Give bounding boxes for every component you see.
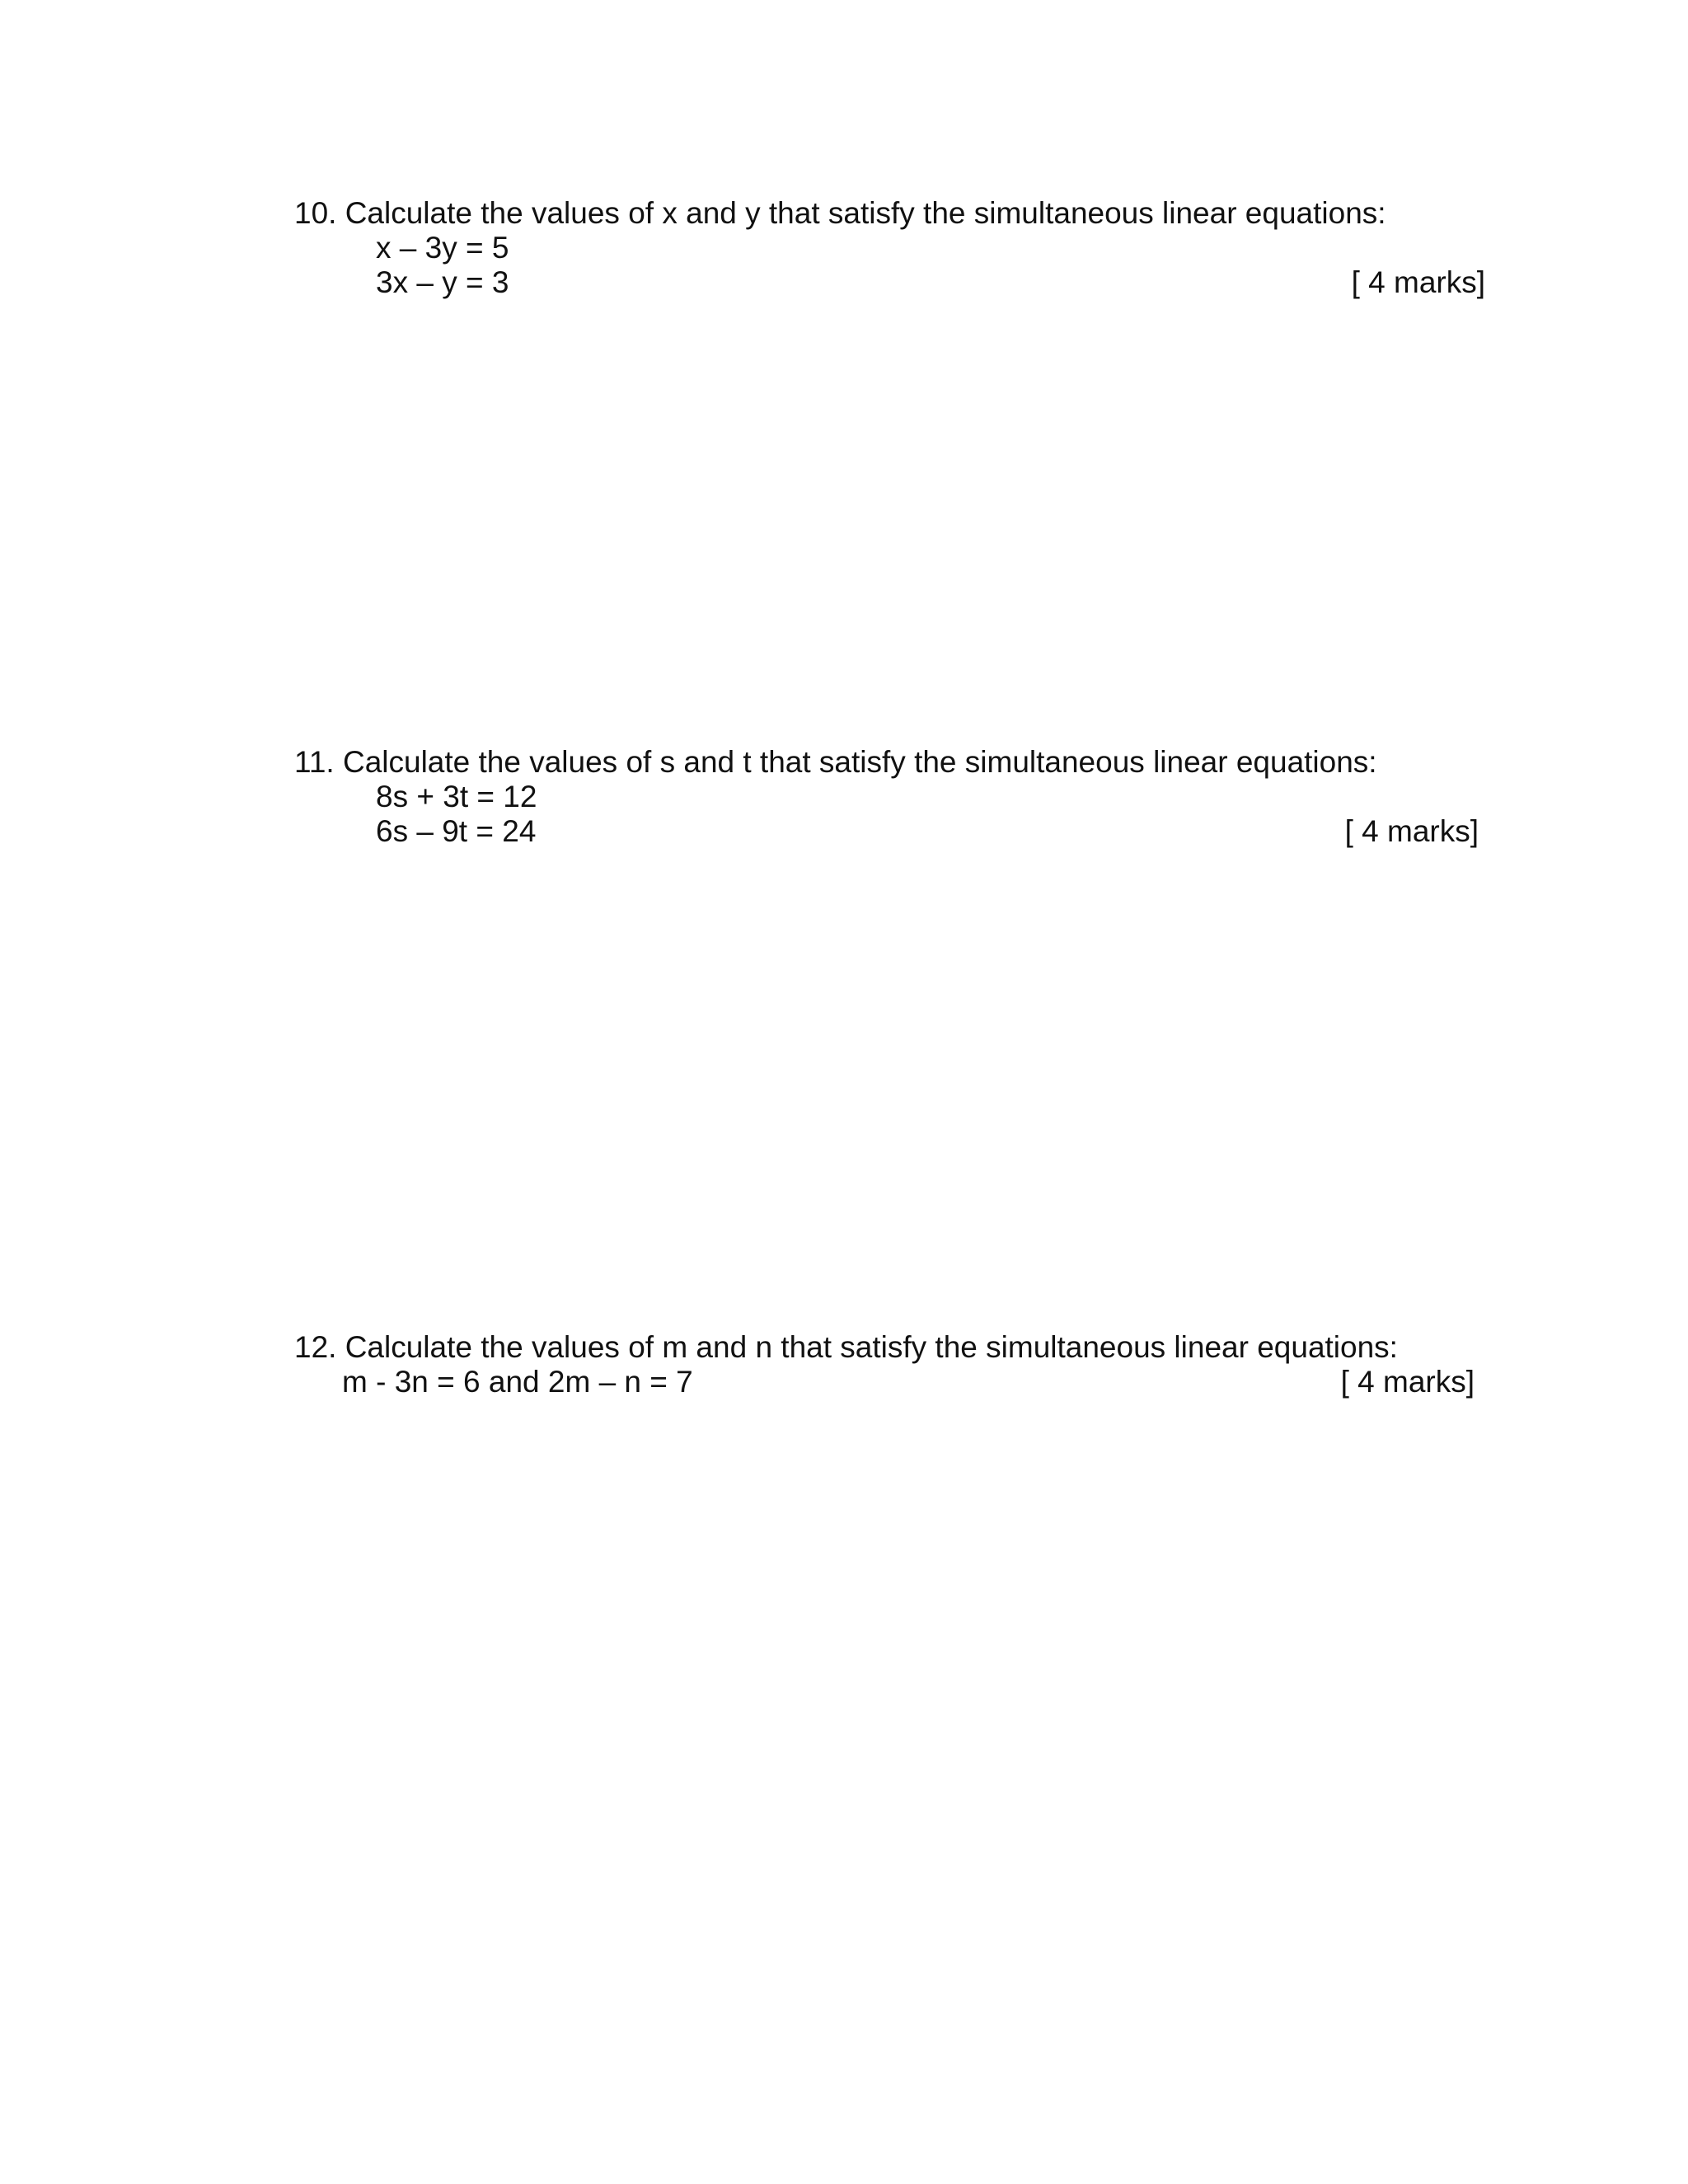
question-12-prompt: 12. Calculate the values of m and n that satisfy the simultaneous linear equations: (294, 1330, 1398, 1364)
question-12-equations: m - 3n = 6 and 2m – n = 7 (342, 1365, 693, 1399)
question-11-equation-2: 6s – 9t = 24 (376, 814, 537, 848)
question-10-equation-2: 3x – y = 3 (376, 265, 509, 299)
question-12-marks: [ 4 marks] (1340, 1365, 1475, 1399)
question-10-equation-1: x – 3y = 5 (376, 231, 509, 265)
question-10-marks: [ 4 marks] (1351, 265, 1485, 299)
question-11-marks: [ 4 marks] (1344, 814, 1479, 848)
question-11-prompt: 11. Calculate the values of s and t that satisfy the simultaneous linear equations: (294, 745, 1377, 779)
question-10-prompt: 10. Calculate the values of x and y that satisfy the simultaneous linear equations: (294, 196, 1386, 230)
question-11-equation-1: 8s + 3t = 12 (376, 780, 537, 813)
